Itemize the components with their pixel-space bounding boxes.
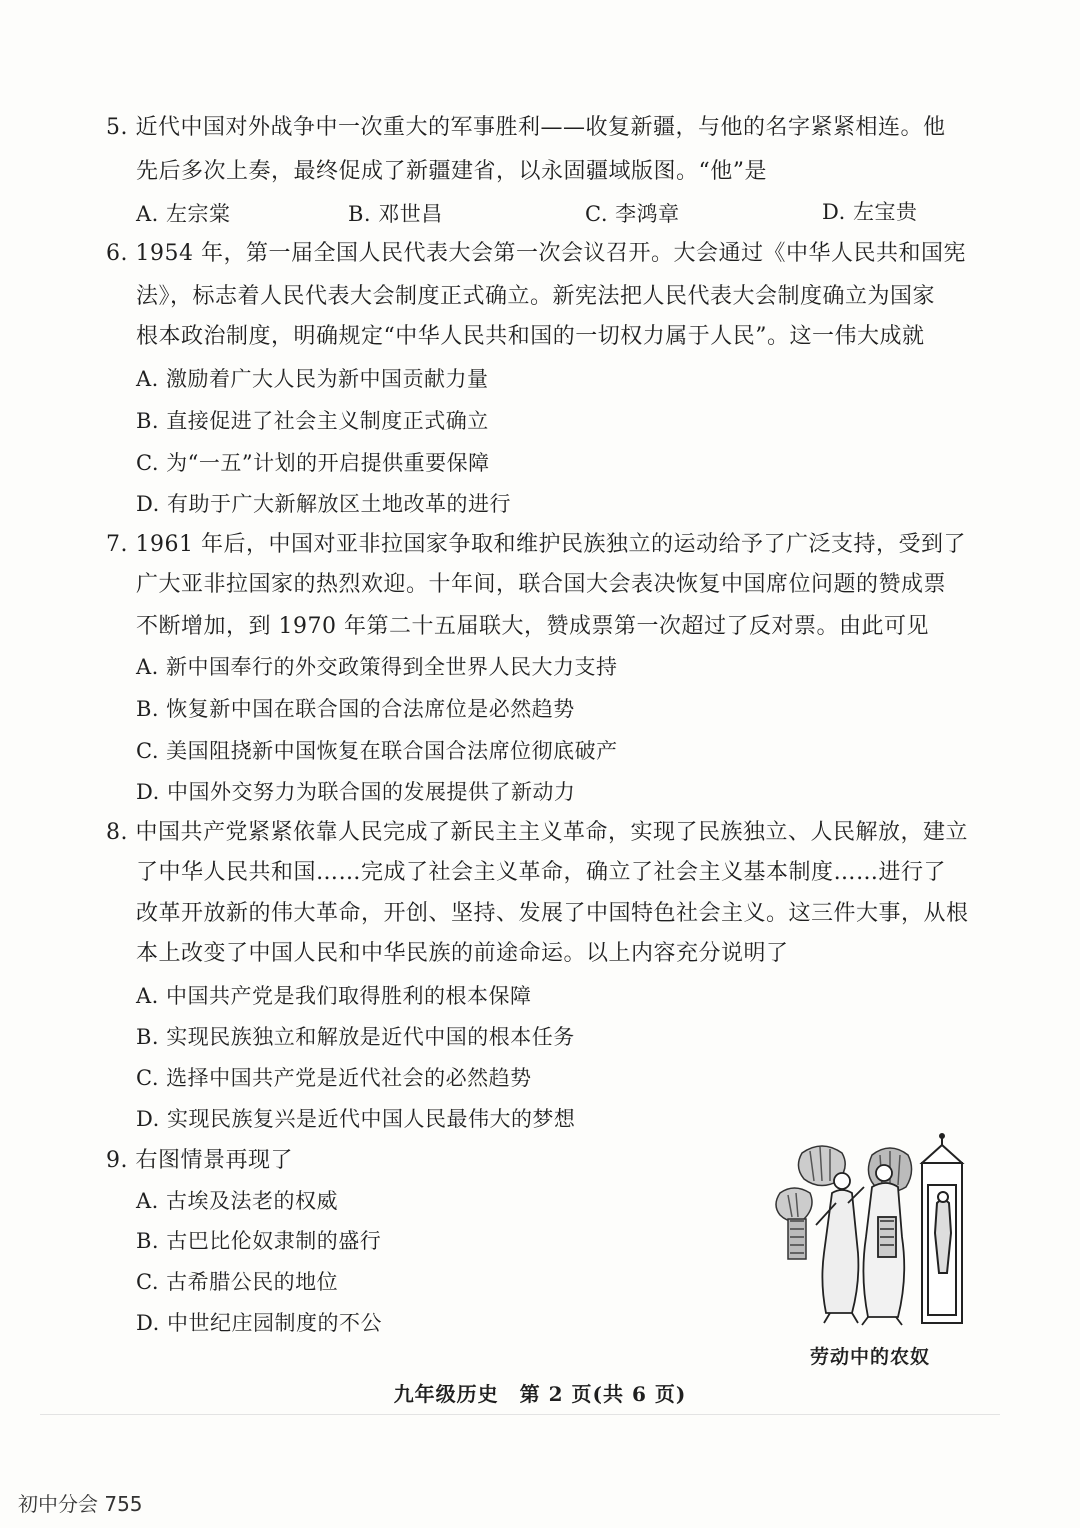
question-line: 改革开放新的伟大革命，开创、坚持、发展了中国特色社会主义。这三件大事，从根 [136,901,969,926]
question-line: 了中华人民共和国……完成了社会主义革命，确立了社会主义基本制度……进行了 [136,860,947,885]
question-line: 广大亚非拉国家的热烈欢迎。十年间，联合国大会表决恢复中国席位问题的赞成票 [136,572,947,597]
option-b: B. 邓世昌 [348,202,443,226]
option-b: B. 恢复新中国在联合国的合法席位是必然趋势 [136,697,575,721]
question-line: 7. 1961 年后，中国对亚非拉国家争取和维护民族独立的运动给予了广泛支持，受到了 [106,532,966,557]
serfs-illustration [772,1133,968,1329]
question-line: 6. 1954 年，第一届全国人民代表大会第一次会议召开。大会通过《中华人民共和国宪 [106,241,966,266]
serf-figure-left [816,1173,864,1323]
doorway-structure [922,1134,962,1323]
question-line: 不断增加，到 1970 年第二十五届联大，赞成票第一次超过了反对票。由此可见 [136,614,929,639]
option-d: D. 实现民族复兴是近代中国人民最伟大的梦想 [136,1107,576,1131]
question-line: 8. 中国共产党紧紧依靠人民完成了新民主主义革命，实现了民族独立、人民解放，建立 [106,820,968,845]
option-a: A. 新中国奉行的外交政策得到全世界人民大力支持 [136,655,618,679]
option-c: C. 选择中国共产党是近代社会的必然趋势 [136,1066,532,1090]
option-b: B. 实现民族独立和解放是近代中国的根本任务 [136,1025,575,1049]
question-line: 法》，标志着人民代表大会制度正式确立。新宪法把人民代表大会制度确立为国家 [136,284,936,309]
question-line: 先后多次上奏，最终促成了新疆建省，以永固疆域版图。“他”是 [136,159,767,184]
option-d: D. 中国外交努力为联合国的发展提供了新动力 [136,780,576,804]
question-line: 5. 近代中国对外战争中一次重大的军事胜利——收复新疆，与他的名字紧紧相连。他 [106,115,946,140]
question-line: 根本政治制度，明确规定“中华人民共和国的一切权力属于人民”。这一伟大成就 [136,324,925,349]
page-footer: 九年级历史 第 2 页(共 6 页) [393,1382,687,1406]
footer-divider [40,1414,1000,1415]
watermark-text: 初中分会 755 [18,1492,143,1516]
option-d: D. 左宝贵 [822,200,918,224]
option-c: C. 古希腊公民的地位 [136,1270,339,1294]
image-caption: 劳动中的农奴 [809,1346,930,1368]
serf-figure-center [862,1165,904,1325]
option-c: C. 李鸿章 [585,202,680,226]
option-a: A. 左宗棠 [136,202,231,226]
option-b: B. 直接促进了社会主义制度正式确立 [136,409,489,433]
question-line: 9. 右图情景再现了 [106,1148,293,1173]
option-c: C. 为“一五”计划的开启提供重要保障 [136,451,490,475]
question-line: 本上改变了中国人民和中华民族的前途命运。以上内容充分说明了 [136,941,789,966]
option-a: A. 中国共产党是我们取得胜利的根本保障 [136,984,532,1008]
option-a: A. 古埃及法老的权威 [136,1189,339,1213]
option-a: A. 激励着广大人民为新中国贡献力量 [136,367,489,391]
option-d: D. 中世纪庄园制度的不公 [136,1311,382,1335]
option-b: B. 古巴比伦奴隶制的盛行 [136,1229,382,1253]
option-d: D. 有助于广大新解放区土地改革的进行 [136,492,511,516]
option-c: C. 美国阻挠新中国恢复在联合国合法席位彻底破产 [136,739,618,763]
